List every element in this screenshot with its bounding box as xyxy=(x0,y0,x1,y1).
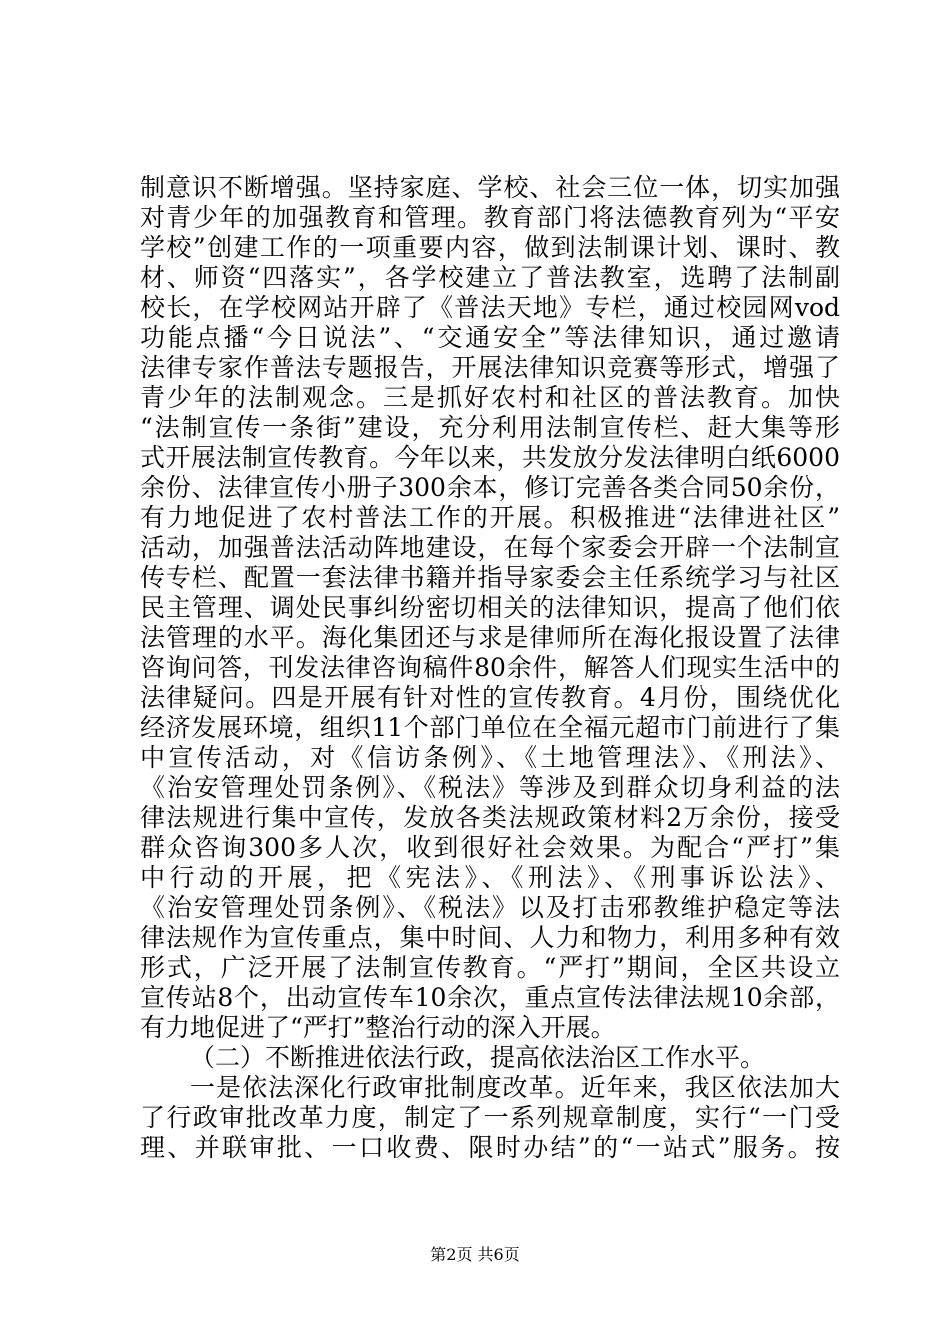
text-line: 传专栏、配置一套法律书籍并指导家委会主任系统学习与社区 xyxy=(140,563,840,592)
page-footer: 第2页 共6页 xyxy=(430,1245,520,1264)
text-line: 《治安管理处罚条例》、《税法》以及打击邪教维护稳定等法 xyxy=(140,893,840,922)
text-line: 民主管理、调处民事纠纷密切相关的法律知识，提高了他们依 xyxy=(140,593,840,622)
paragraph-first-line: 一是依法深化行政审批制度改革。近年来，我区依法加大 xyxy=(190,1073,840,1102)
text-line: 法管理的水平。海化集团还与求是律师所在海化报设置了法律 xyxy=(140,623,840,652)
text-line: 《治安管理处罚条例》、《税法》等涉及到群众切身利益的法 xyxy=(140,773,840,802)
text-line: 功能点播“今日说法”、“交通安全”等法律知识，通过邀请 xyxy=(140,323,840,352)
text-line: 学校”创建工作的一项重要内容，做到法制课计划、课时、教 xyxy=(140,233,840,262)
text-line: 了行政审批改革力度，制定了一系列规章制度，实行“一门受 xyxy=(140,1103,840,1132)
text-line: 余份、法律宣传小册子300余本，修订完善各类合同50余份， xyxy=(140,473,840,502)
text-line: 形式，广泛开展了法制宣传教育。“严打”期间，全区共设立 xyxy=(140,953,840,982)
text-line: 律法规进行集中宣传，发放各类法规政策材料2万余份，接受 xyxy=(140,803,840,832)
text-line: 活动，加强普法活动阵地建设，在每个家委会开辟一个法制宣 xyxy=(140,533,840,562)
text-line: 法律疑问。四是开展有针对性的宣传教育。4月份，围绕优化 xyxy=(140,683,840,712)
text-line: 有力地促进了农村普法工作的开展。积极推进“法律进社区” xyxy=(140,503,840,532)
text-line: 制意识不断增强。坚持家庭、学校、社会三位一体，切实加强 xyxy=(140,173,840,202)
text-line: 宣传站8个，出动宣传车10余次，重点宣传法律法规10余部， xyxy=(140,983,840,1012)
text-line: 中宣传活动，对《信访条例》、《土地管理法》、《刑法》、 xyxy=(140,743,840,772)
text-line: 理、并联审批、一口收费、限时办结”的“一站式”服务。按 xyxy=(140,1133,840,1162)
paragraph-last-line: 有力地促进了“严打”整治行动的深入开展。 xyxy=(140,1013,616,1042)
text-line: 校长，在学校网站开辟了《普法天地》专栏，通过校园网vod xyxy=(140,293,840,322)
text-line: 经济发展环境，组织11个部门单位在全福元超市门前进行了集 xyxy=(140,713,840,742)
text-line: 法律专家作普法专题报告，开展法律知识竞赛等形式，增强了 xyxy=(140,353,840,382)
text-line: 式开展法制宣传教育。今年以来，共发放分发法律明白纸6000 xyxy=(140,443,840,472)
text-line: 青少年的法制观念。三是抓好农村和社区的普法教育。加快 xyxy=(140,383,840,412)
text-line: 对青少年的加强教育和管理。教育部门将法德教育列为“平安 xyxy=(140,203,840,232)
text-line: 中行动的开展，把《宪法》、《刑法》、《刑事诉讼法》、 xyxy=(140,863,840,892)
text-line: 咨询问答，刊发法律咨询稿件80余件，解答人们现实生活中的 xyxy=(140,653,840,682)
body-text xyxy=(140,173,840,1163)
text-line: 材、师资“四落实”，各学校建立了普法教室，选聘了法制副 xyxy=(140,263,840,292)
text-line: 律法规作为宣传重点，集中时间、人力和物力，利用多种有效 xyxy=(140,923,840,952)
section-heading: （二）不断推进依法行政，提高依法治区工作水平。 xyxy=(190,1043,766,1072)
text-line: 群众咨询300多人次，收到很好社会效果。为配合“严打”集 xyxy=(140,833,840,862)
text-line: “法制宣传一条街”建设，充分利用法制宣传栏、赶大集等形 xyxy=(140,413,840,442)
